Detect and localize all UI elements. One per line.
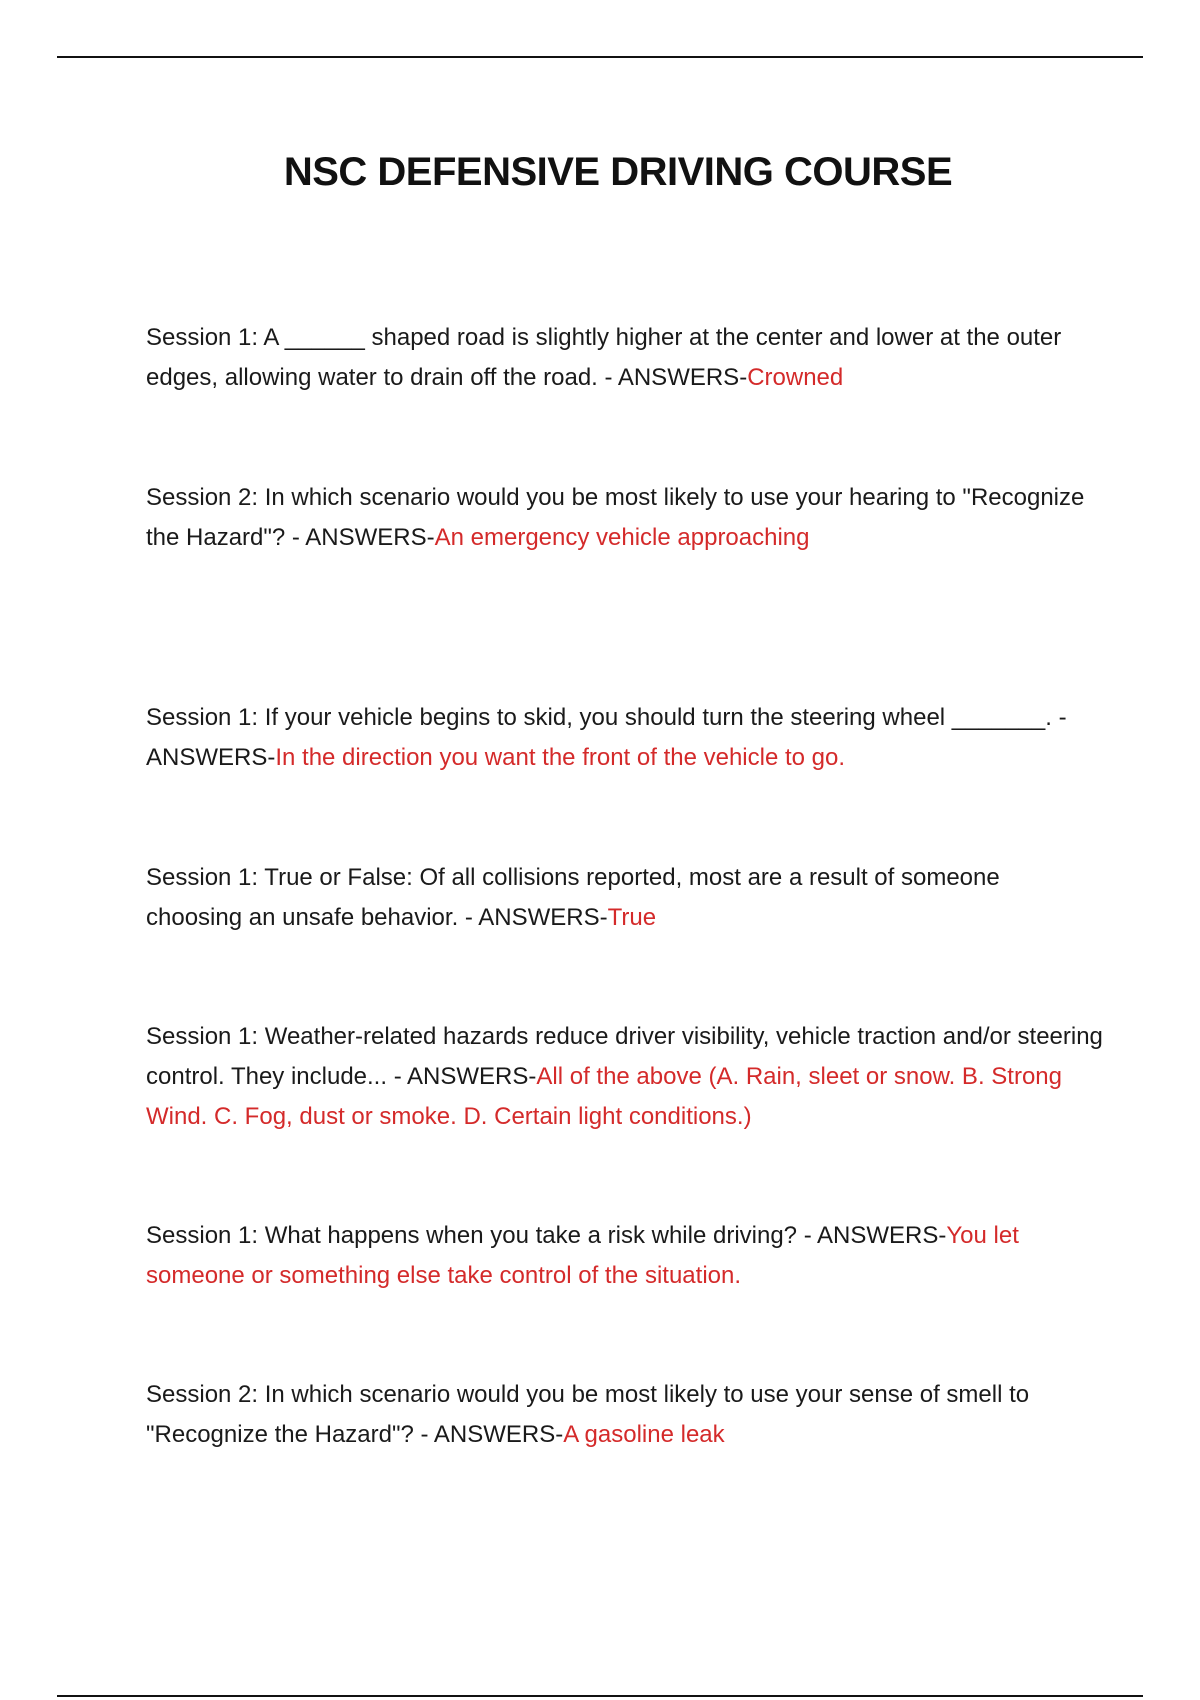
question-text: Session 1: True or False: Of all collisions reported, most are a result of someone choosing an unsafe behavior. - ANSWERS- <box>146 864 1000 931</box>
question-text: Session 1: If your vehicle begins to skid, you should turn the steering wheel _______. - ANSWERS- <box>146 704 1067 771</box>
question-text: Session 1: Weather-related hazards reduce driver visibility, vehicle traction and/or steering control. They include... - ANSWERS- <box>146 1023 1103 1090</box>
qa-item <box>146 1216 1096 1296</box>
qa-item <box>146 1017 1106 1137</box>
answer-text: You let someone or something else take control of the situation. <box>146 1222 1019 1289</box>
qa-item <box>146 858 1096 938</box>
document-title: NSC DEFENSIVE DRIVING COURSE <box>283 150 953 194</box>
answer-text: Crowned <box>747 364 844 391</box>
answer-text: In the direction you want the front of the vehicle to go. <box>275 744 846 771</box>
qa-item <box>146 1375 1096 1455</box>
question-text: Session 1: A ______ shaped road is slightly higher at the center and lower at the outer edges, allowing water to drain off the road. - ANSWERS- <box>146 324 1062 391</box>
qa-item <box>146 478 1096 558</box>
answer-text: A gasoline leak <box>563 1421 725 1448</box>
answer-text: True <box>607 904 657 931</box>
question-text: Session 1: What happens when you take a risk while driving? - ANSWERS- <box>146 1222 947 1249</box>
answer-text: An emergency vehicle approaching <box>434 524 810 551</box>
answer-text: All of the above (A. Rain, sleet or snow. B. Strong Wind. C. Fog, dust or smoke. D. Certain light conditions.) <box>146 1063 1062 1130</box>
qa-item <box>146 318 1096 398</box>
question-text: Session 2: In which scenario would you be most likely to use your hearing to "Recognize the Hazard"? - ANSWERS- <box>146 484 1085 551</box>
bottom-divider <box>57 1695 1143 1697</box>
question-text: Session 2: In which scenario would you be most likely to use your sense of smell to "Recognize the Hazard"? - ANSWERS- <box>146 1381 1030 1448</box>
top-divider <box>57 56 1143 58</box>
qa-item <box>146 698 1096 778</box>
